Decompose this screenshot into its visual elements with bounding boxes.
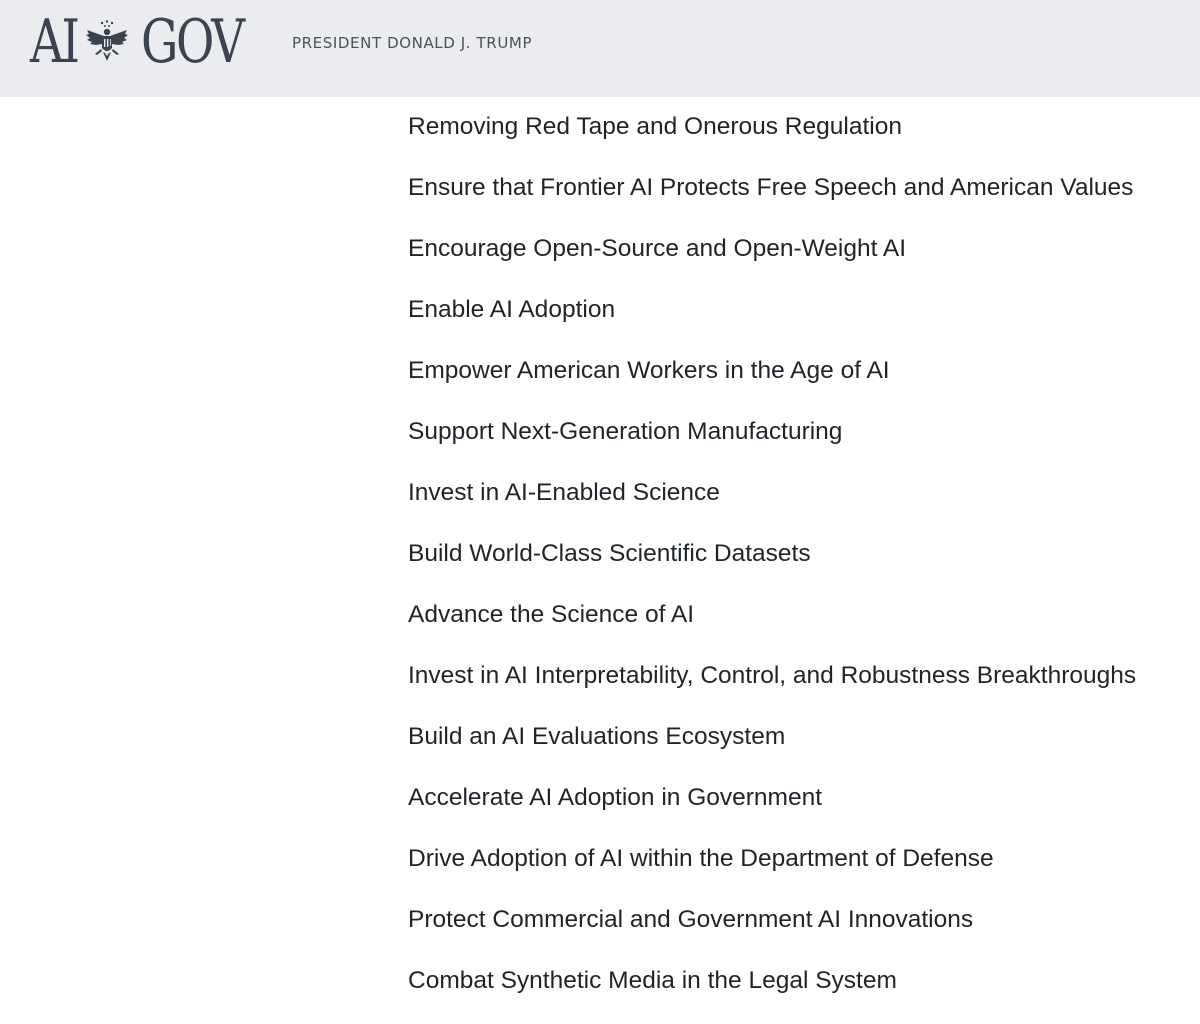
- toc-link[interactable]: Invest in AI-Enabled Science: [408, 479, 720, 506]
- logo-text-ai: AI: [30, 7, 78, 77]
- toc-link[interactable]: Advance the Science of AI: [408, 601, 695, 628]
- toc-link[interactable]: Invest in AI Interpretability, Control, and Robustness Breakthroughs: [408, 662, 1137, 689]
- toc-link[interactable]: Ensure that Frontier AI Protects Free Speech and American Values: [408, 174, 1134, 201]
- toc-link[interactable]: Protect Commercial and Government AI Innovations: [408, 906, 974, 933]
- toc-link[interactable]: Encourage Open-Source and Open-Weight AI: [408, 235, 907, 262]
- site-header: [0, 0, 1200, 97]
- toc-link[interactable]: Support Next-Generation Manufacturing: [408, 418, 843, 445]
- toc-link[interactable]: Combat Synthetic Media in the Legal System: [408, 967, 897, 994]
- header-subtitle: PRESIDENT DONALD J. TRUMP: [292, 34, 533, 52]
- eagle-seal-icon: [83, 18, 131, 66]
- toc-link[interactable]: Empower American Workers in the Age of AI: [408, 357, 890, 384]
- logo-text-gov: GOV: [141, 7, 243, 77]
- toc-link[interactable]: Accelerate AI Adoption in Government: [408, 784, 823, 811]
- toc-link[interactable]: Build an AI Evaluations Ecosystem: [408, 723, 786, 750]
- toc-link[interactable]: Removing Red Tape and Onerous Regulation: [408, 113, 902, 140]
- site-logo-link[interactable]: [30, 7, 271, 77]
- toc-link[interactable]: Enable AI Adoption: [408, 296, 616, 323]
- table-of-contents: [408, 109, 1136, 1024]
- toc-link[interactable]: Drive Adoption of AI within the Department of Defense: [408, 845, 994, 872]
- toc-link[interactable]: Build World-Class Scientific Datasets: [408, 540, 811, 567]
